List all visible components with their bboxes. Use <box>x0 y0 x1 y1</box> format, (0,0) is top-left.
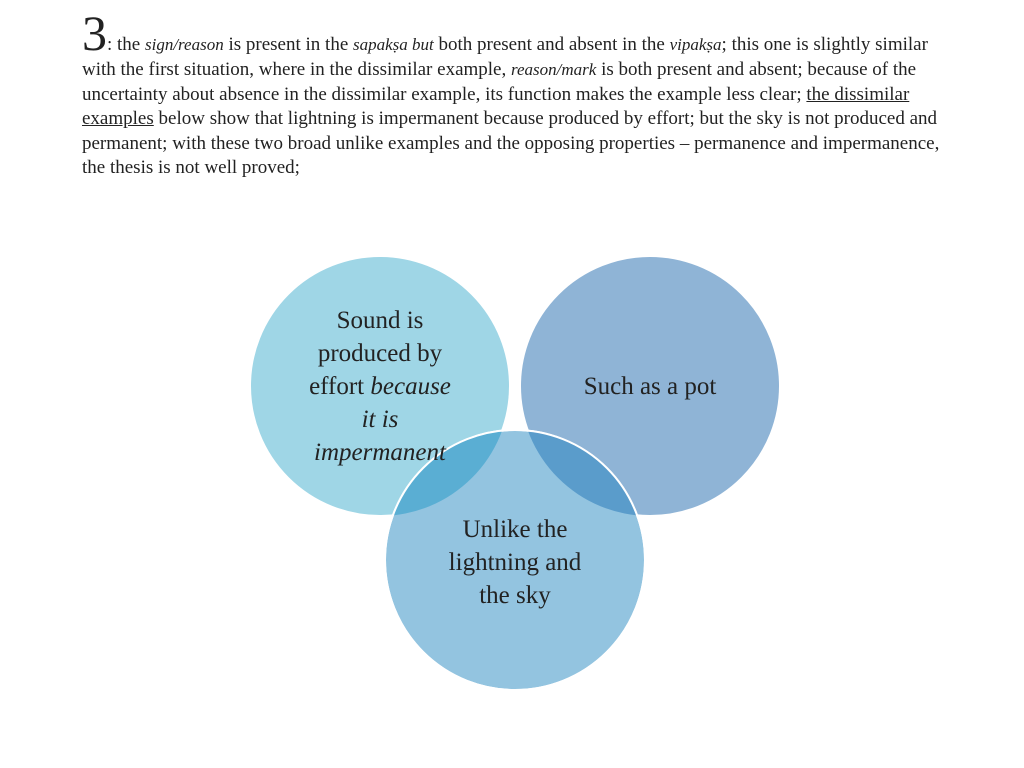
circle-right-label <box>560 368 740 404</box>
italic-term: reason/mark <box>511 60 597 79</box>
text-run: is both present and absent; because of the uncertainty about absence in the dissimilar example, its function makes the example less clear; <box>82 59 917 105</box>
label-line: produced by <box>317 339 443 367</box>
label-line: Sound is <box>336 306 424 334</box>
label-line: effort because <box>309 372 451 400</box>
underlined-term: the dissimilar examples <box>82 83 910 129</box>
italic-term: sapakṣa but <box>353 35 434 54</box>
label-line: lightning and <box>448 548 582 576</box>
text-run: ; this one is slightly similar with the first situation, where in the dissimilar example, <box>82 34 928 80</box>
text-run: is present in the <box>223 34 353 55</box>
italic-term: sign/reason <box>145 35 224 54</box>
text-run: : the <box>107 34 145 55</box>
label-line: the sky <box>479 581 551 609</box>
label-line: it is <box>361 405 399 433</box>
italic-term: vipakṣa <box>669 35 722 54</box>
label-line: Such as a pot <box>583 372 717 400</box>
text-run: both present and absent in the <box>433 34 670 55</box>
circle-left-label <box>290 304 470 468</box>
text-run: below show that lightning is impermanent because produced by effort; but the sky is not produced and permanent; with these two broad unlike examples and the opposing properties – permanence and impermanence, the thesis is not well proved; <box>82 108 940 178</box>
section-number: 3 <box>82 5 107 61</box>
circle-bottom-label <box>425 512 605 612</box>
label-line: Unlike the <box>462 515 568 543</box>
label-line: impermanent <box>314 438 446 466</box>
